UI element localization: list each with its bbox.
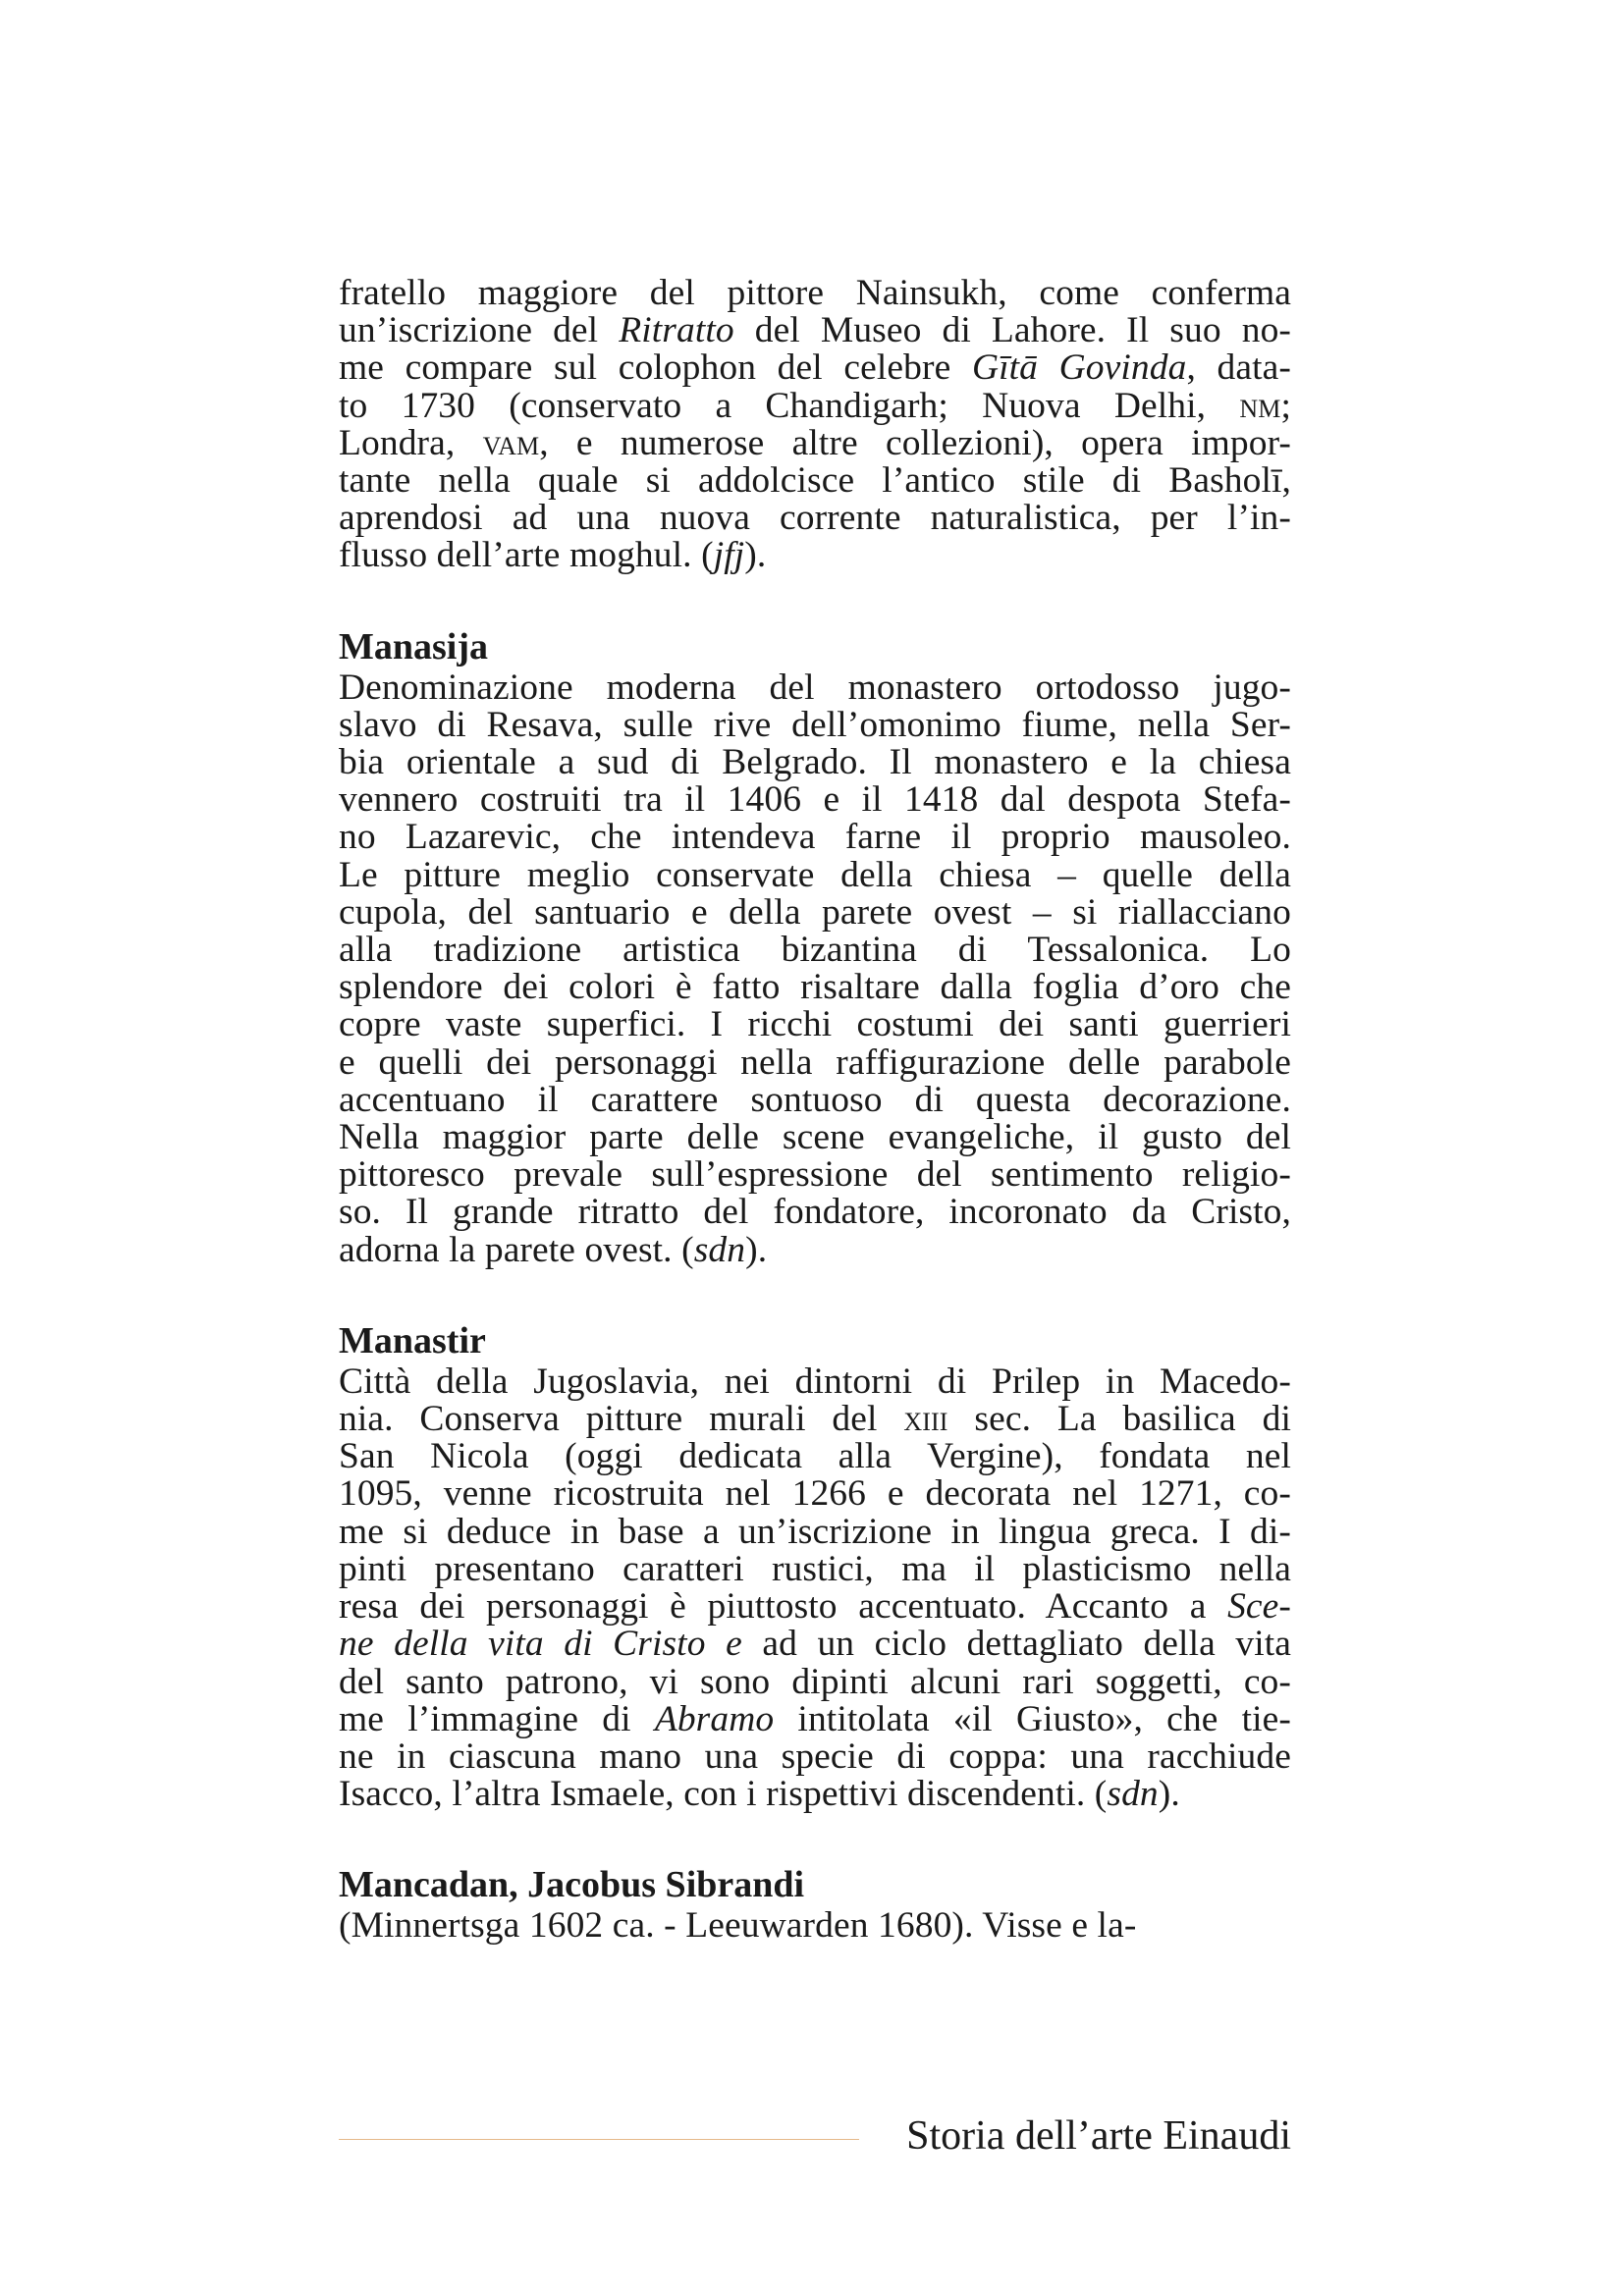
text-line: [339, 1907, 1291, 1945]
text-line: [339, 1548, 1291, 1589]
footer-title: Storia dell’arte Einaudi: [906, 2113, 1291, 2159]
text-run: Abramo: [654, 1698, 775, 1739]
text-line: [339, 1041, 1291, 1083]
text-run: sdn: [693, 1229, 746, 1270]
text-run: xiii: [903, 1399, 948, 1440]
text-run: vam: [482, 422, 540, 463]
entry-body: [339, 1907, 1291, 1945]
text-run: aprendosi ad una nuova corrente naturalistica, per l’in-: [339, 498, 1291, 539]
text-line: [339, 537, 1291, 574]
text-line: [339, 1363, 1291, 1401]
text-run: ne della vita di Cristo e: [339, 1624, 742, 1665]
text-run: splendore dei colori è fatto risaltare dalla foglia d’oro che: [339, 967, 1291, 1008]
text-run: Ritratto: [619, 310, 734, 351]
text-line: [339, 1079, 1291, 1120]
text-line: [339, 385, 1291, 426]
text-run: flusso dell’arte moghul. (: [339, 535, 714, 576]
entry-mancadan: [339, 1865, 1291, 1945]
text-run: Sce-: [1227, 1586, 1291, 1628]
entry-heading: Manasija: [339, 625, 488, 667]
text-run: to 1730 (conservato a Chandigarh; Nuova Delhi,: [339, 385, 1240, 426]
text-run: ).: [744, 535, 767, 576]
text-line: [339, 500, 1291, 537]
text-run: intitolata «il Giusto», che tie-: [774, 1698, 1291, 1739]
text-line: [339, 1401, 1291, 1438]
text-run: , data-: [1186, 347, 1291, 389]
text-line: [339, 1194, 1291, 1231]
text-line: [339, 1438, 1291, 1475]
text-run: Nella maggior parte delle scene evangeliche, il gusto del: [339, 1117, 1291, 1158]
text-run: jfj: [713, 535, 745, 576]
text-line: [339, 1661, 1291, 1702]
text-run: nm: [1239, 385, 1281, 426]
text-run: del santo patrono, vi sono dipinti alcuni rari soggetti, co-: [339, 1661, 1291, 1702]
text-line: [339, 349, 1291, 387]
text-line: [339, 1229, 1291, 1270]
text-line: [339, 1511, 1291, 1552]
entry-manasija: [339, 627, 1291, 1269]
text-run: me si deduce in base a un’iscrizione in lingua greca. I di-: [339, 1511, 1291, 1552]
text-run: pinti presentano caratteri rustici, ma il plasticismo nella: [339, 1548, 1291, 1589]
text-line: [339, 744, 1291, 781]
text-run: Londra,: [339, 422, 483, 463]
text-run: (Minnertsga 1602 ca. - Leeuwarden 1680). Visse e la-: [339, 1905, 1137, 1947]
text-run: del Museo di Lahore. Il suo no-: [733, 310, 1292, 351]
entry-manastir: [339, 1321, 1291, 1813]
text-run: San Nicola (oggi dedicata alla Vergine), fondata nel: [339, 1436, 1291, 1477]
text-run: Isacco, l’altra Ismaele, con i rispettivi discendenti. (: [339, 1774, 1108, 1815]
article-body: [339, 275, 1291, 1946]
entry-body: [339, 669, 1291, 1269]
footer-rule: [339, 2139, 859, 2140]
text-run: ;: [1280, 385, 1291, 426]
text-line: [339, 1588, 1291, 1626]
text-line: [339, 1119, 1291, 1156]
text-line: [339, 819, 1291, 856]
text-line: [339, 1475, 1291, 1513]
text-line: [339, 312, 1291, 349]
text-run: me compare sul colophon del celebre: [339, 347, 972, 389]
text-run: pittoresco prevale sull’espressione del sentimento religio-: [339, 1154, 1291, 1196]
text-line: [339, 969, 1291, 1006]
text-run: accentuano il carattere sontuoso di questa decorazione.: [339, 1079, 1291, 1120]
text-line: [339, 1698, 1291, 1739]
text-line: [339, 781, 1291, 819]
text-run: so. Il grande ritratto del fondatore, incoronato da Cristo,: [339, 1192, 1291, 1233]
text-run: 1095, venne ricostruita nel 1266 e decorata nel 1271, co-: [339, 1473, 1291, 1515]
text-run: resa dei personaggi è piuttosto accentuato. Accanto a: [339, 1586, 1228, 1628]
text-run: bia orientale a sud di Belgrado. Il monastero e la chiesa: [339, 742, 1291, 783]
text-run: cupola, del santuario e della parete ovest – si riallacciano: [339, 891, 1291, 933]
text-run: ne in ciascuna mano una specie di coppa: una racchiude: [339, 1735, 1291, 1777]
text-run: Gītā Govinda: [971, 347, 1187, 389]
entry-body: [339, 1363, 1291, 1813]
text-run: Denominazione moderna del monastero ortodosso jugo-: [339, 667, 1291, 708]
text-run: ).: [745, 1229, 768, 1270]
text-run: ).: [1158, 1774, 1180, 1815]
text-run: copre vaste superfici. I ricchi costumi dei santi guerrieri: [339, 1004, 1291, 1045]
text-run: adorna la parete ovest. (: [339, 1229, 694, 1270]
text-run: e quelli dei personaggi nella raffigurazione delle parabole: [339, 1041, 1291, 1083]
text-run: un’iscrizione del: [339, 310, 620, 351]
text-run: tante nella quale si addolcisce l’antico stile di Basholī,: [339, 460, 1291, 502]
text-line: [339, 275, 1291, 312]
text-run: alla tradizione artistica bizantina di Tessalonica. Lo: [339, 930, 1291, 971]
text-run: me l’immagine di: [339, 1698, 655, 1739]
text-run: vennero costruiti tra il 1406 e il 1418 dal despota Stefa-: [339, 779, 1291, 821]
text-line: [339, 1156, 1291, 1194]
entry-heading: Mancadan, Jacobus Sibrandi: [339, 1864, 805, 1906]
text-run: fratello maggiore del pittore Nainsukh, come conferma: [339, 273, 1291, 313]
text-run: no Lazarevic, che intendeva farne il proprio mausoleo.: [339, 817, 1291, 858]
text-line: [339, 462, 1291, 500]
text-line: [339, 1776, 1291, 1813]
text-line: [339, 1006, 1291, 1043]
entry-heading: Manastir: [339, 1319, 486, 1362]
text-line: [339, 422, 1291, 463]
page-footer: [339, 2111, 1291, 2161]
intro-paragraph: [339, 275, 1291, 575]
text-line: [339, 704, 1291, 745]
text-line: [339, 1626, 1291, 1663]
text-run: ad un ciclo dettagliato della vita: [741, 1624, 1291, 1665]
text-line: [339, 1735, 1291, 1777]
text-run: sdn: [1107, 1774, 1159, 1815]
text-run: , e numerose altre collezioni), opera impor-: [539, 422, 1291, 463]
text-line: [339, 891, 1291, 933]
text-line: [339, 669, 1291, 707]
text-run: Città della Jugoslavia, nei dintorni di Prilep in Macedo-: [339, 1361, 1291, 1402]
text-line: [339, 854, 1291, 895]
text-line: [339, 932, 1291, 969]
text-run: slavo di Resava, sulle rive dell’omonimo fiume, nella Ser-: [339, 704, 1291, 745]
text-run: nia. Conserva pitture murali del: [339, 1399, 904, 1440]
text-run: sec. La basilica di: [947, 1399, 1291, 1440]
text-run: Le pitture meglio conservate della chiesa – quelle della: [339, 854, 1291, 895]
